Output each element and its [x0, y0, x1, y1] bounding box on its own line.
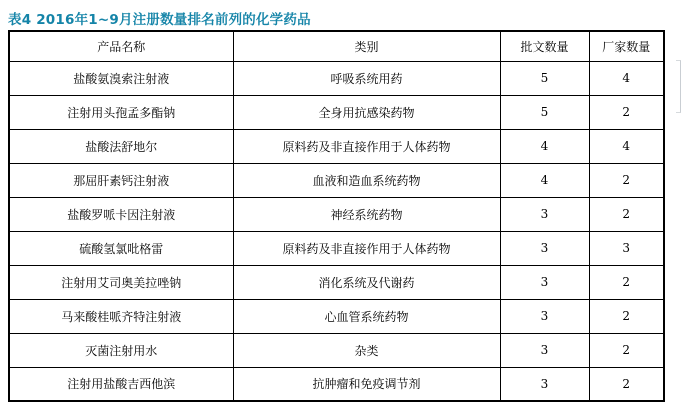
column-header-category: 类别 — [233, 31, 500, 61]
category-cell: 心血管系统药物 — [233, 299, 500, 333]
approval-count-cell: 5 — [500, 95, 589, 129]
product-name-cell: 马来酸桂哌齐特注射液 — [9, 299, 233, 333]
category-cell: 呼吸系统用药 — [233, 61, 500, 95]
table-row — [9, 163, 664, 197]
product-name-cell: 盐酸法舒地尔 — [9, 129, 233, 163]
right-edge-artifact — [676, 60, 681, 113]
table-row — [9, 129, 664, 163]
approval-count-cell: 3 — [500, 299, 589, 333]
table-row — [9, 299, 664, 333]
column-header-manufacturer-count: 厂家数量 — [589, 31, 664, 61]
product-name-cell: 灭菌注射用水 — [9, 333, 233, 367]
approval-count-cell: 3 — [500, 333, 589, 367]
table-title: 表4 2016年1~9月注册数量排名前列的化学药品 — [8, 12, 311, 28]
manufacturer-count-cell: 3 — [589, 231, 664, 265]
manufacturer-count-cell: 2 — [589, 333, 664, 367]
category-cell: 消化系统及代谢药 — [233, 265, 500, 299]
category-cell: 血液和造血系统药物 — [233, 163, 500, 197]
approval-count-cell: 3 — [500, 265, 589, 299]
approval-count-cell: 4 — [500, 129, 589, 163]
product-name-cell: 那屈肝素钙注射液 — [9, 163, 233, 197]
manufacturer-count-cell: 2 — [589, 299, 664, 333]
table-row — [9, 95, 664, 129]
column-header-approval-count: 批文数量 — [500, 31, 589, 61]
product-name-cell: 注射用头孢孟多酯钠 — [9, 95, 233, 129]
manufacturer-count-cell: 4 — [589, 129, 664, 163]
table-row — [9, 231, 664, 265]
table-row — [9, 333, 664, 367]
manufacturer-count-cell: 2 — [589, 163, 664, 197]
table-row — [9, 367, 664, 401]
manufacturer-count-cell: 2 — [589, 367, 664, 401]
table-row — [9, 61, 664, 95]
approval-count-cell: 3 — [500, 231, 589, 265]
category-cell: 抗肿瘤和免疫调节剂 — [233, 367, 500, 401]
product-name-cell: 注射用盐酸吉西他滨 — [9, 367, 233, 401]
manufacturer-count-cell: 2 — [589, 197, 664, 231]
category-cell: 全身用抗感染药物 — [233, 95, 500, 129]
product-name-cell: 盐酸氨溴索注射液 — [9, 61, 233, 95]
manufacturer-count-cell: 2 — [589, 95, 664, 129]
product-name-cell: 盐酸罗哌卡因注射液 — [9, 197, 233, 231]
category-cell: 神经系统药物 — [233, 197, 500, 231]
approval-count-cell: 3 — [500, 367, 589, 401]
product-name-cell: 注射用艾司奥美拉唑钠 — [9, 265, 233, 299]
manufacturer-count-cell: 2 — [589, 265, 664, 299]
approval-count-cell: 5 — [500, 61, 589, 95]
column-header-product-name: 产品名称 — [9, 31, 233, 61]
approval-count-cell: 4 — [500, 163, 589, 197]
drug-registration-table — [8, 30, 665, 402]
category-cell: 杂类 — [233, 333, 500, 367]
table-row — [9, 197, 664, 231]
manufacturer-count-cell: 4 — [589, 61, 664, 95]
category-cell: 原料药及非直接作用于人体药物 — [233, 129, 500, 163]
category-cell: 原料药及非直接作用于人体药物 — [233, 231, 500, 265]
table-row — [9, 265, 664, 299]
header-row — [9, 31, 664, 61]
product-name-cell: 硫酸氢氯吡格雷 — [9, 231, 233, 265]
approval-count-cell: 3 — [500, 197, 589, 231]
